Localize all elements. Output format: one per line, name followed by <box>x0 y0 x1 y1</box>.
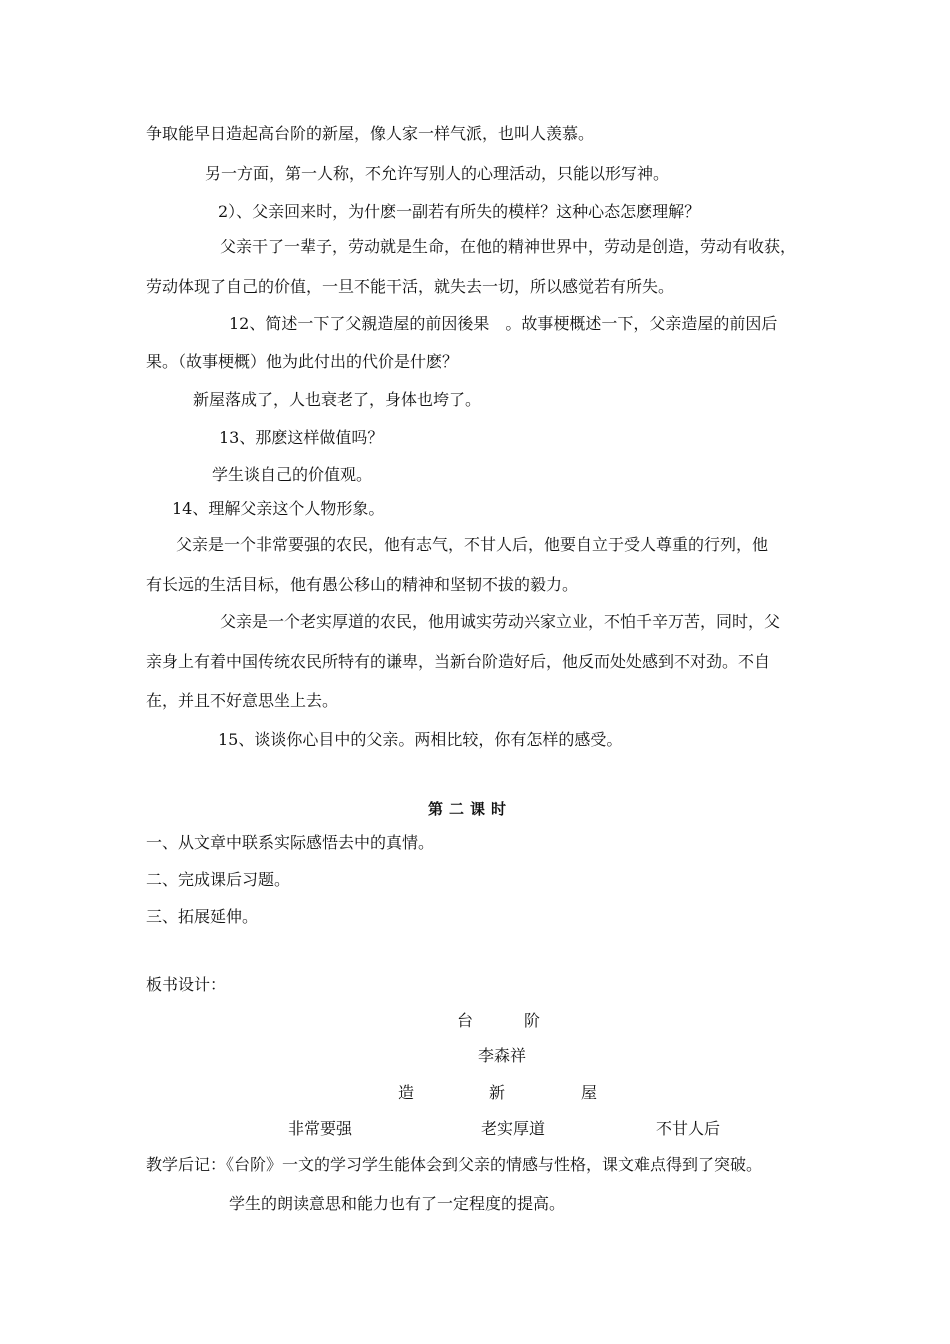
question-line: 果。（故事梗概）他为此付出的代价是什麽？ <box>146 352 459 371</box>
list-item: 三、拓展延伸。 <box>146 907 259 926</box>
answer-line: 有长远的生活目标，他有愚公移山的精神和坚韧不拔的毅力。 <box>146 575 579 594</box>
board-author: 李森祥 <box>478 1046 527 1065</box>
answer-line: 亲身上有着中国传统农民所特有的谦卑，当新台阶造好后，他反而处处感到不对劲。不自 <box>146 652 771 671</box>
paragraph-line: 另一方面，第一人称，不允许写别人的心理活动，只能以形写神。 <box>205 164 670 183</box>
board-row1-item: 屋 <box>581 1083 598 1102</box>
board-title-right: 阶 <box>524 1011 541 1030</box>
postscript-line: 学生的朗读意思和能力也有了一定程度的提高。 <box>229 1194 566 1213</box>
board-row2-item: 非常要强 <box>288 1119 353 1138</box>
answer-line: 学生谈自己的价值观。 <box>212 465 373 484</box>
answer-line: 父亲是一个老实厚道的农民，他用诚实劳动兴家立业，不怕千辛万苦，同时，父 <box>220 612 781 631</box>
section-title: 第二课时 <box>428 800 513 818</box>
question-line: 15、谈谈你心目中的父亲。两相比较，你有怎样的感受。 <box>218 730 623 749</box>
question-line: 13、那麽这样做值吗？ <box>219 428 384 447</box>
answer-line: 父亲干了一辈子，劳动就是生命，在他的精神世界中，劳动是创造，劳动有收获， <box>220 237 797 256</box>
question-line: 12、简述一下了父親造屋的前因後果 。故事梗概述一下，父亲造屋的前因后 <box>229 314 778 333</box>
list-item: 二、完成课后习题。 <box>146 870 291 889</box>
list-item: 一、从文章中联系实际感悟去中的真情。 <box>146 833 435 852</box>
answer-line: 父亲是一个非常要强的农民，他有志气，不甘人后，他要自立于受人尊重的行列，他 <box>176 535 769 554</box>
board-row2-item: 不甘人后 <box>656 1119 721 1138</box>
board-title-left: 台 <box>457 1011 474 1030</box>
answer-line: 新屋落成了，人也衰老了，身体也垮了。 <box>193 390 482 409</box>
question-line: 2）、父亲回来时，为什麽一副若有所失的模样？这种心态怎麽理解？ <box>218 202 701 221</box>
paragraph-line: 争取能早日造起高台阶的新屋，像人家一样气派，也叫人羡慕。 <box>146 124 595 143</box>
answer-line: 劳动体现了自己的价值，一旦不能干活，就失去一切，所以感觉若有所失。 <box>146 277 675 296</box>
board-row2-item: 老实厚道 <box>481 1119 546 1138</box>
board-row1-item: 造 <box>398 1083 415 1102</box>
answer-line: 在，并且不好意思坐上去。 <box>146 691 339 710</box>
board-row1-item: 新 <box>489 1083 506 1102</box>
postscript-line: 教学后记：《台阶》一文的学习学生能体会到父亲的情感与性格，课文难点得到了突破。 <box>146 1155 763 1174</box>
question-line: 14、理解父亲这个人物形象。 <box>172 499 385 518</box>
board-label: 板书设计： <box>146 975 227 994</box>
